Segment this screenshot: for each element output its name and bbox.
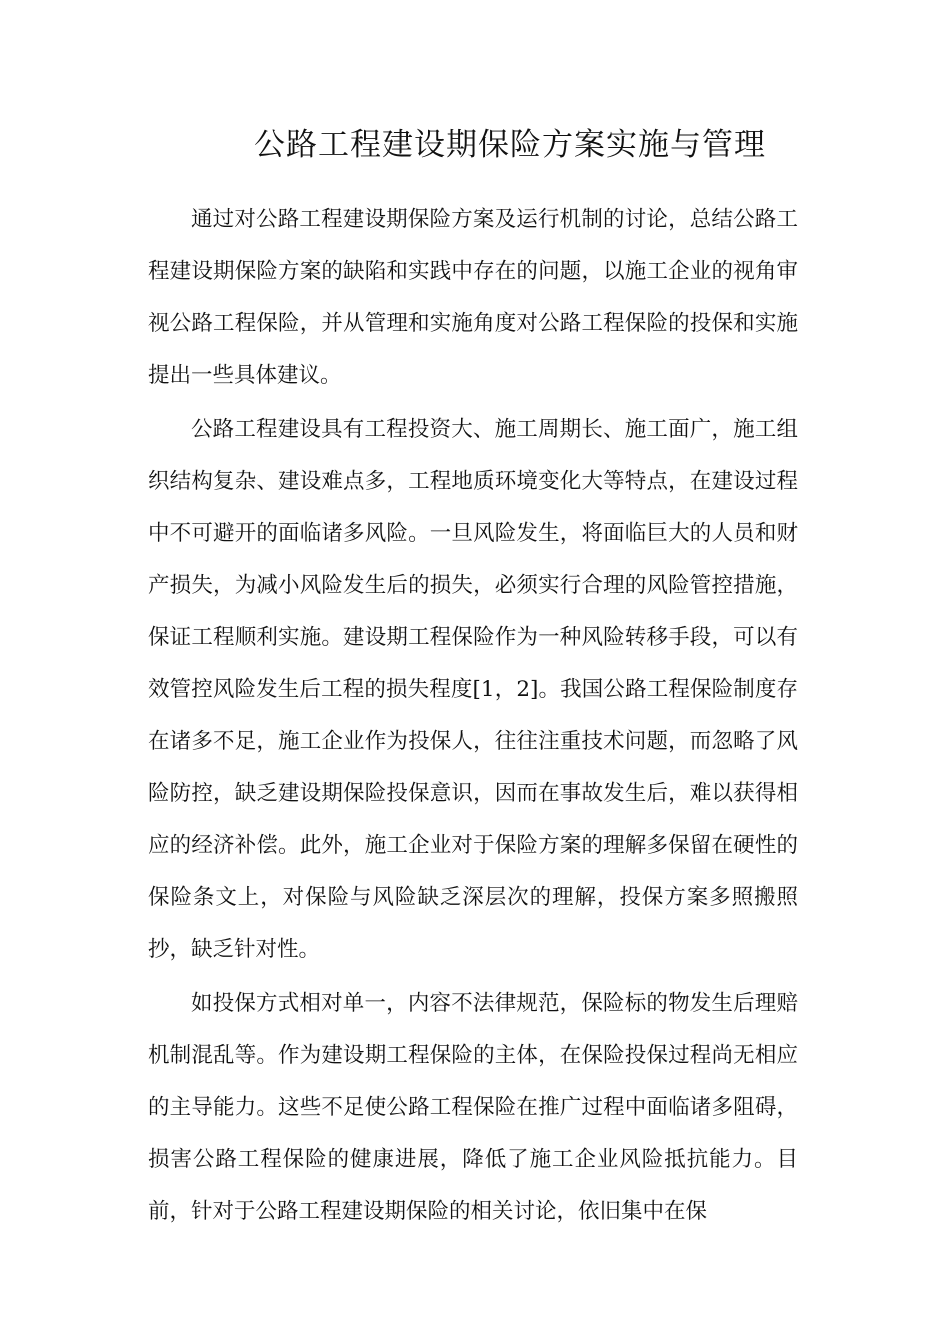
document-title: 公路工程建设期保险方案实施与管理 — [254, 127, 766, 163]
paragraph-intro: 通过对公路工程建设期保险方案及运行机制的讨论，总结公路工程建设期保险方案的缺陷和实践中存在的问题，以施工企业的视角审视公路工程保险，并从管理和实施角度对公路工程保险的投保和实施提出一些具体建议。 — [148, 207, 798, 388]
document-body — [148, 194, 798, 1238]
paragraph-problems: 如投保方式相对单一，内容不法律规范，保险标的物发生后理赔机制混乱等。作为建设期工程保险的主体，在保险投保过程尚无相应的主导能力。这些不足使公路工程保险在推广过程中面临诸多阻碍，损害公路工程保险的健康进展，降低了施工企业风险抵抗能力。目前，针对于公路工程建设期保险的相关讨论，依旧集中在保 — [148, 991, 798, 1224]
paragraph-background: 公路工程建设具有工程投资大、施工周期长、施工面广，施工组织结构复杂、建设难点多，工程地质环境变化大等特点，在建设过程中不可避开的面临诸多风险。一旦风险发生，将面临巨大的人员和财产损失，为减小风险发生后的损失，必须实行合理的风险管控措施，保证工程顺利实施。建设期工程保险作为一种风险转移手段，可以有效管控风险发生后工程的损失程度[1，2]。我国公路工程保险制度存在诸多不足，施工企业作为投保人，往往注重技术问题，而忽略了风险防控，缺乏建设期保险投保意识，因而在事故发生后，难以获得相应的经济补偿。此外，施工企业对于保险方案的理解多保留在硬性的保险条文上，对保险与风险缺乏深层次的理解，投保方案多照搬照抄，缺乏针对性。 — [148, 417, 798, 962]
